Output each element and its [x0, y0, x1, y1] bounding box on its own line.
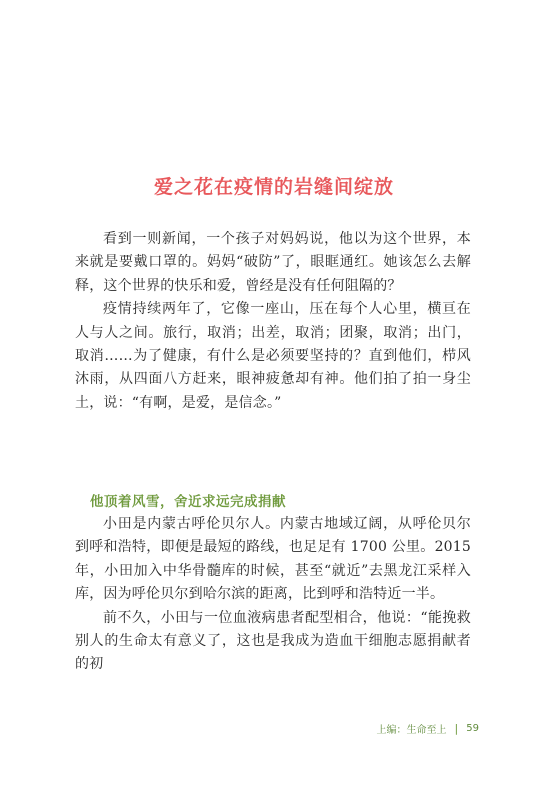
paragraph: 小田是内蒙古呼伦贝尔人。内蒙古地域辽阔，从呼伦贝尔到呼和浩特，即便是最短的路线，也足足有 1700 公里。2015 年，小田加入中华骨髓库的时候，甚至“就近”去黑龙江采样入库，因为呼伦贝尔到哈尔滨的距离，比到呼和浩特近一半。 [75, 516, 471, 603]
paragraph: 看到一则新闻，一个孩子对妈妈说，他以为这个世界，本来就是要戴口罩的。妈妈“破防”了，眼眶通红。她该怎么去解释，这个世界的快乐和爱，曾经是没有任何阻隔的？ [75, 231, 471, 294]
article-title: 爱之花在疫情的岩缝间绽放 [153, 176, 394, 198]
section-heading: 他顶着风雪，舍近求远完成捐献 [90, 494, 286, 510]
section-text-block [75, 513, 471, 677]
footer-section-name: 上编：生命至上 [376, 725, 447, 736]
intro-text-block [75, 228, 471, 415]
footer-divider: | [454, 722, 459, 735]
page-footer [377, 721, 479, 736]
paragraph: 前不久，小田与一位血液病患者配型相合，他说：“能挽救别人的生命太有意义了，这也是我成为造血干细胞志愿捐献者的初 [75, 609, 471, 673]
paragraph: 疫情持续两年了，它像一座山，压在每个人心里，横亘在人与人之间。旅行，取消；出差，取消；团聚，取消；出门，取消……为了健康，有什么是必须要坚持的？直到他们，栉风沐雨，从四面八方赶来，眼神疲惫却有神。他们拍了拍一身尘土，说：“有啊，是爱，是信念。” [75, 301, 471, 411]
page-number: 59 [466, 723, 479, 734]
